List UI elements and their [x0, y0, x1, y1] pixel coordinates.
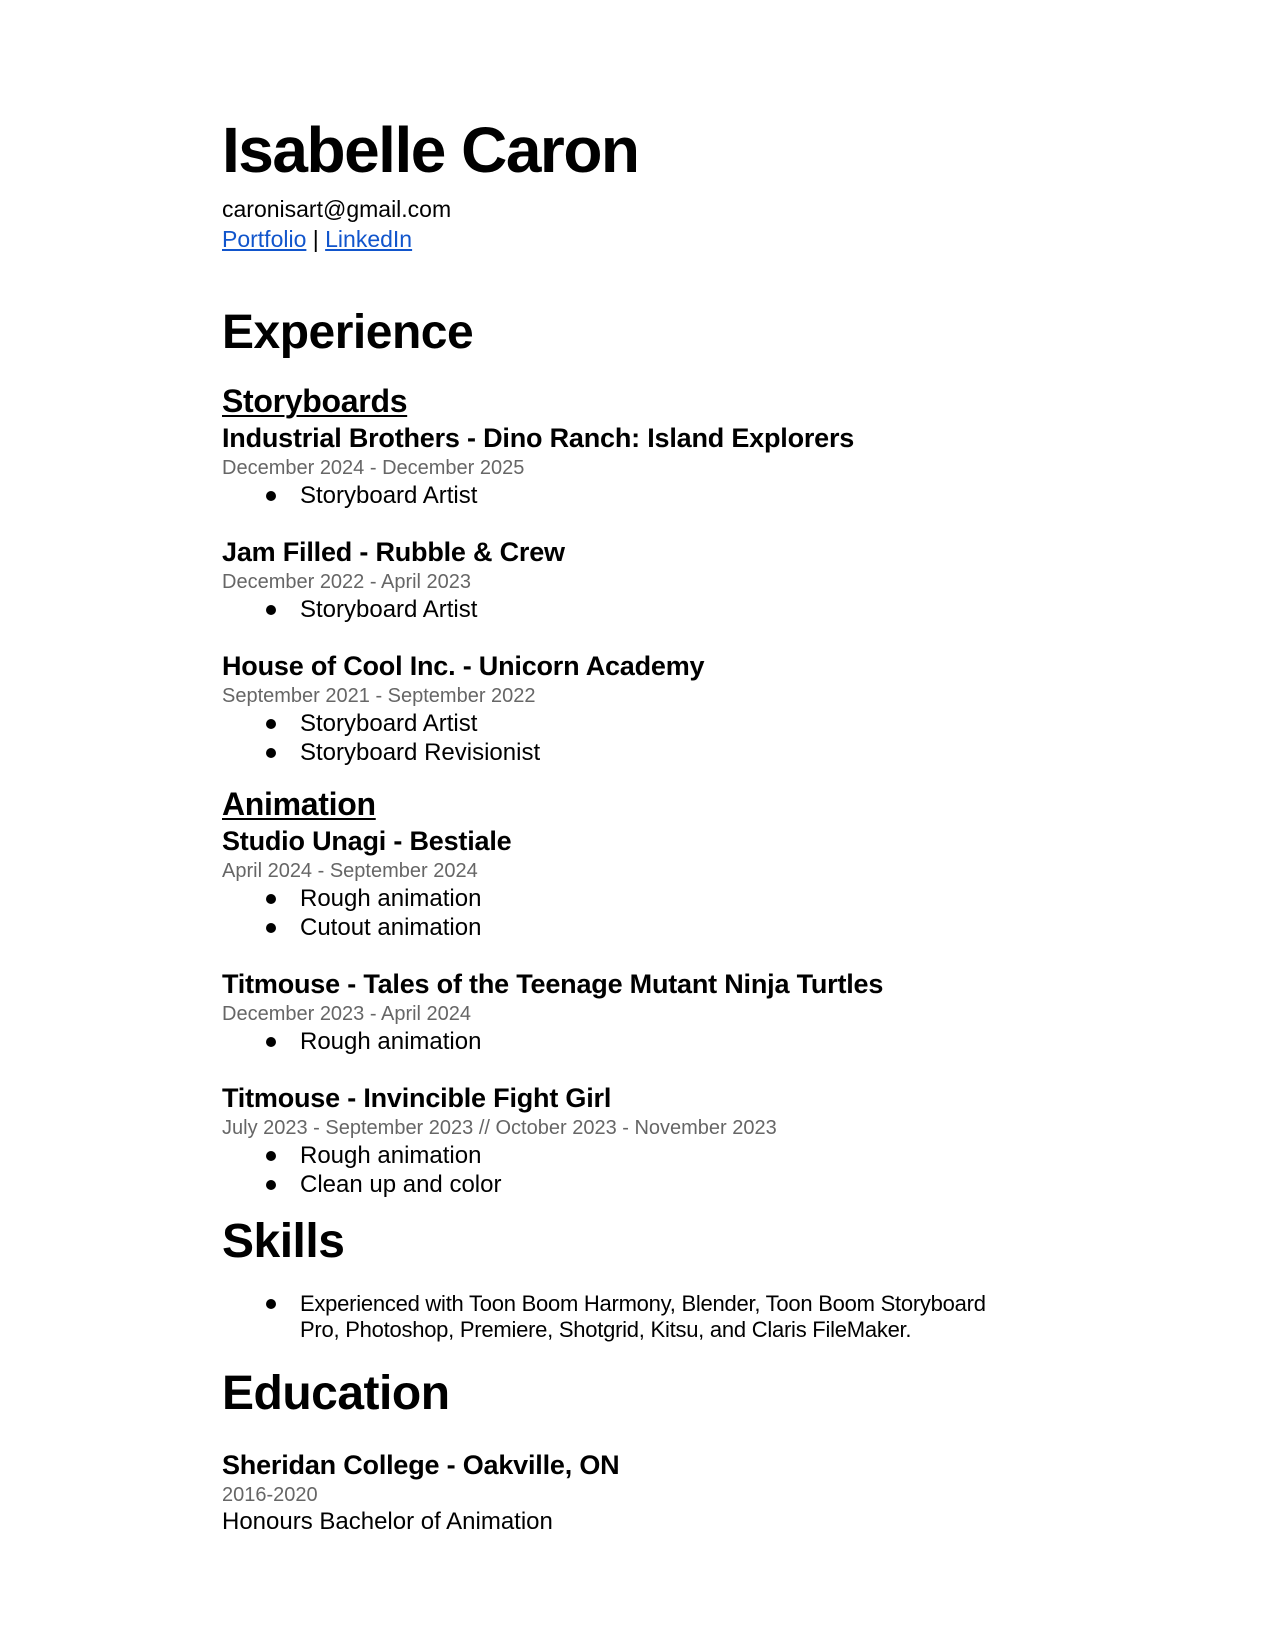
job-bullet-text: Storyboard Revisionist	[300, 739, 541, 766]
education-school: Sheridan College - Oakville, ON	[222, 1450, 620, 1480]
job-dates: September 2021 - September 2022	[222, 685, 536, 707]
skills-bullet-item	[222, 1291, 1000, 1343]
job-bullet-list	[222, 481, 1060, 510]
job-title: Jam Filled - Rubble & Crew	[222, 537, 565, 567]
bullet-icon	[266, 1180, 276, 1190]
job-bullet-list	[222, 709, 1060, 767]
job-bullet-list	[222, 1141, 1060, 1199]
bullet-icon	[266, 748, 276, 758]
job-title: Studio Unagi - Bestiale	[222, 826, 512, 856]
bullet-icon	[266, 1299, 276, 1309]
job-bullet-item	[222, 1170, 1060, 1199]
job-bullet-list	[222, 1027, 1060, 1056]
bullet-icon	[266, 894, 276, 904]
bullet-icon	[266, 1037, 276, 1047]
job-bullet-item	[222, 913, 1060, 942]
job-dates: December 2023 - April 2024	[222, 1003, 472, 1025]
job-entry	[222, 825, 1060, 942]
education-entry	[222, 1449, 1060, 1536]
job-bullet-text: Cutout animation	[300, 914, 482, 941]
bullet-icon	[266, 1151, 276, 1161]
group-heading-animation: Animation	[222, 786, 376, 822]
bullet-icon	[266, 491, 276, 501]
job-entry	[222, 1082, 1060, 1199]
job-entry	[222, 422, 1060, 510]
skills-heading: Skills	[222, 1215, 345, 1268]
experience-group-storyboards	[222, 380, 1060, 767]
job-dates: July 2023 - September 2023 // October 2023 - November 2023	[222, 1117, 777, 1139]
job-bullet-item	[222, 709, 1060, 738]
job-title: Industrial Brothers - Dino Ranch: Island Explorers	[222, 423, 855, 453]
job-entry	[222, 968, 1060, 1056]
job-title: Titmouse - Invincible Fight Girl	[222, 1083, 612, 1113]
bullet-icon	[266, 605, 276, 615]
job-bullet-list	[222, 884, 1060, 942]
job-bullet-text: Rough animation	[300, 1142, 482, 1169]
job-bullet-text: Storyboard Artist	[300, 710, 478, 737]
job-dates: December 2022 - April 2023	[222, 571, 472, 593]
job-bullet-item	[222, 738, 1060, 767]
job-title: Titmouse - Tales of the Teenage Mutant Ninja Turtles	[222, 969, 884, 999]
job-bullet-text: Storyboard Artist	[300, 596, 478, 623]
bullet-icon	[266, 923, 276, 933]
experience-heading: Experience	[222, 306, 474, 359]
person-name: Isabelle Caron	[222, 114, 639, 186]
job-dates: April 2024 - September 2024	[222, 860, 478, 882]
email-text: caronisart@gmail.com	[222, 196, 452, 222]
skills-bullet-list	[222, 1291, 1060, 1343]
job-bullet-text: Storyboard Artist	[300, 482, 478, 509]
job-bullet-text: Clean up and color	[300, 1171, 502, 1198]
job-bullet-list	[222, 595, 1060, 624]
education-degree: Honours Bachelor of Animation	[222, 1508, 553, 1535]
job-bullet-text: Rough animation	[300, 1028, 482, 1055]
link-separator: |	[312, 226, 319, 252]
job-entry	[222, 536, 1060, 624]
education-dates: 2016-2020	[222, 1484, 318, 1506]
job-dates: December 2024 - December 2025	[222, 457, 525, 479]
job-bullet-text: Rough animation	[300, 885, 482, 912]
job-bullet-item	[222, 481, 1060, 510]
job-bullet-item	[222, 884, 1060, 913]
job-title: House of Cool Inc. - Unicorn Academy	[222, 651, 705, 681]
job-entry	[222, 650, 1060, 767]
bullet-icon	[266, 719, 276, 729]
education-heading: Education	[222, 1367, 450, 1420]
experience-group-animation	[222, 783, 1060, 1199]
job-bullet-item	[222, 595, 1060, 624]
portfolio-link[interactable]: Portfolio	[222, 226, 307, 252]
header-links	[222, 224, 1060, 254]
skills-bullet-text: Experienced with Toon Boom Harmony, Blender, Toon Boom Storyboard Pro, Photoshop, Premiere, Shotgrid, Kitsu, and Claris FileMaker.	[300, 1291, 986, 1342]
linkedin-link[interactable]: LinkedIn	[325, 226, 413, 252]
job-bullet-item	[222, 1027, 1060, 1056]
group-heading-storyboards: Storyboards	[222, 383, 408, 419]
job-bullet-item	[222, 1141, 1060, 1170]
